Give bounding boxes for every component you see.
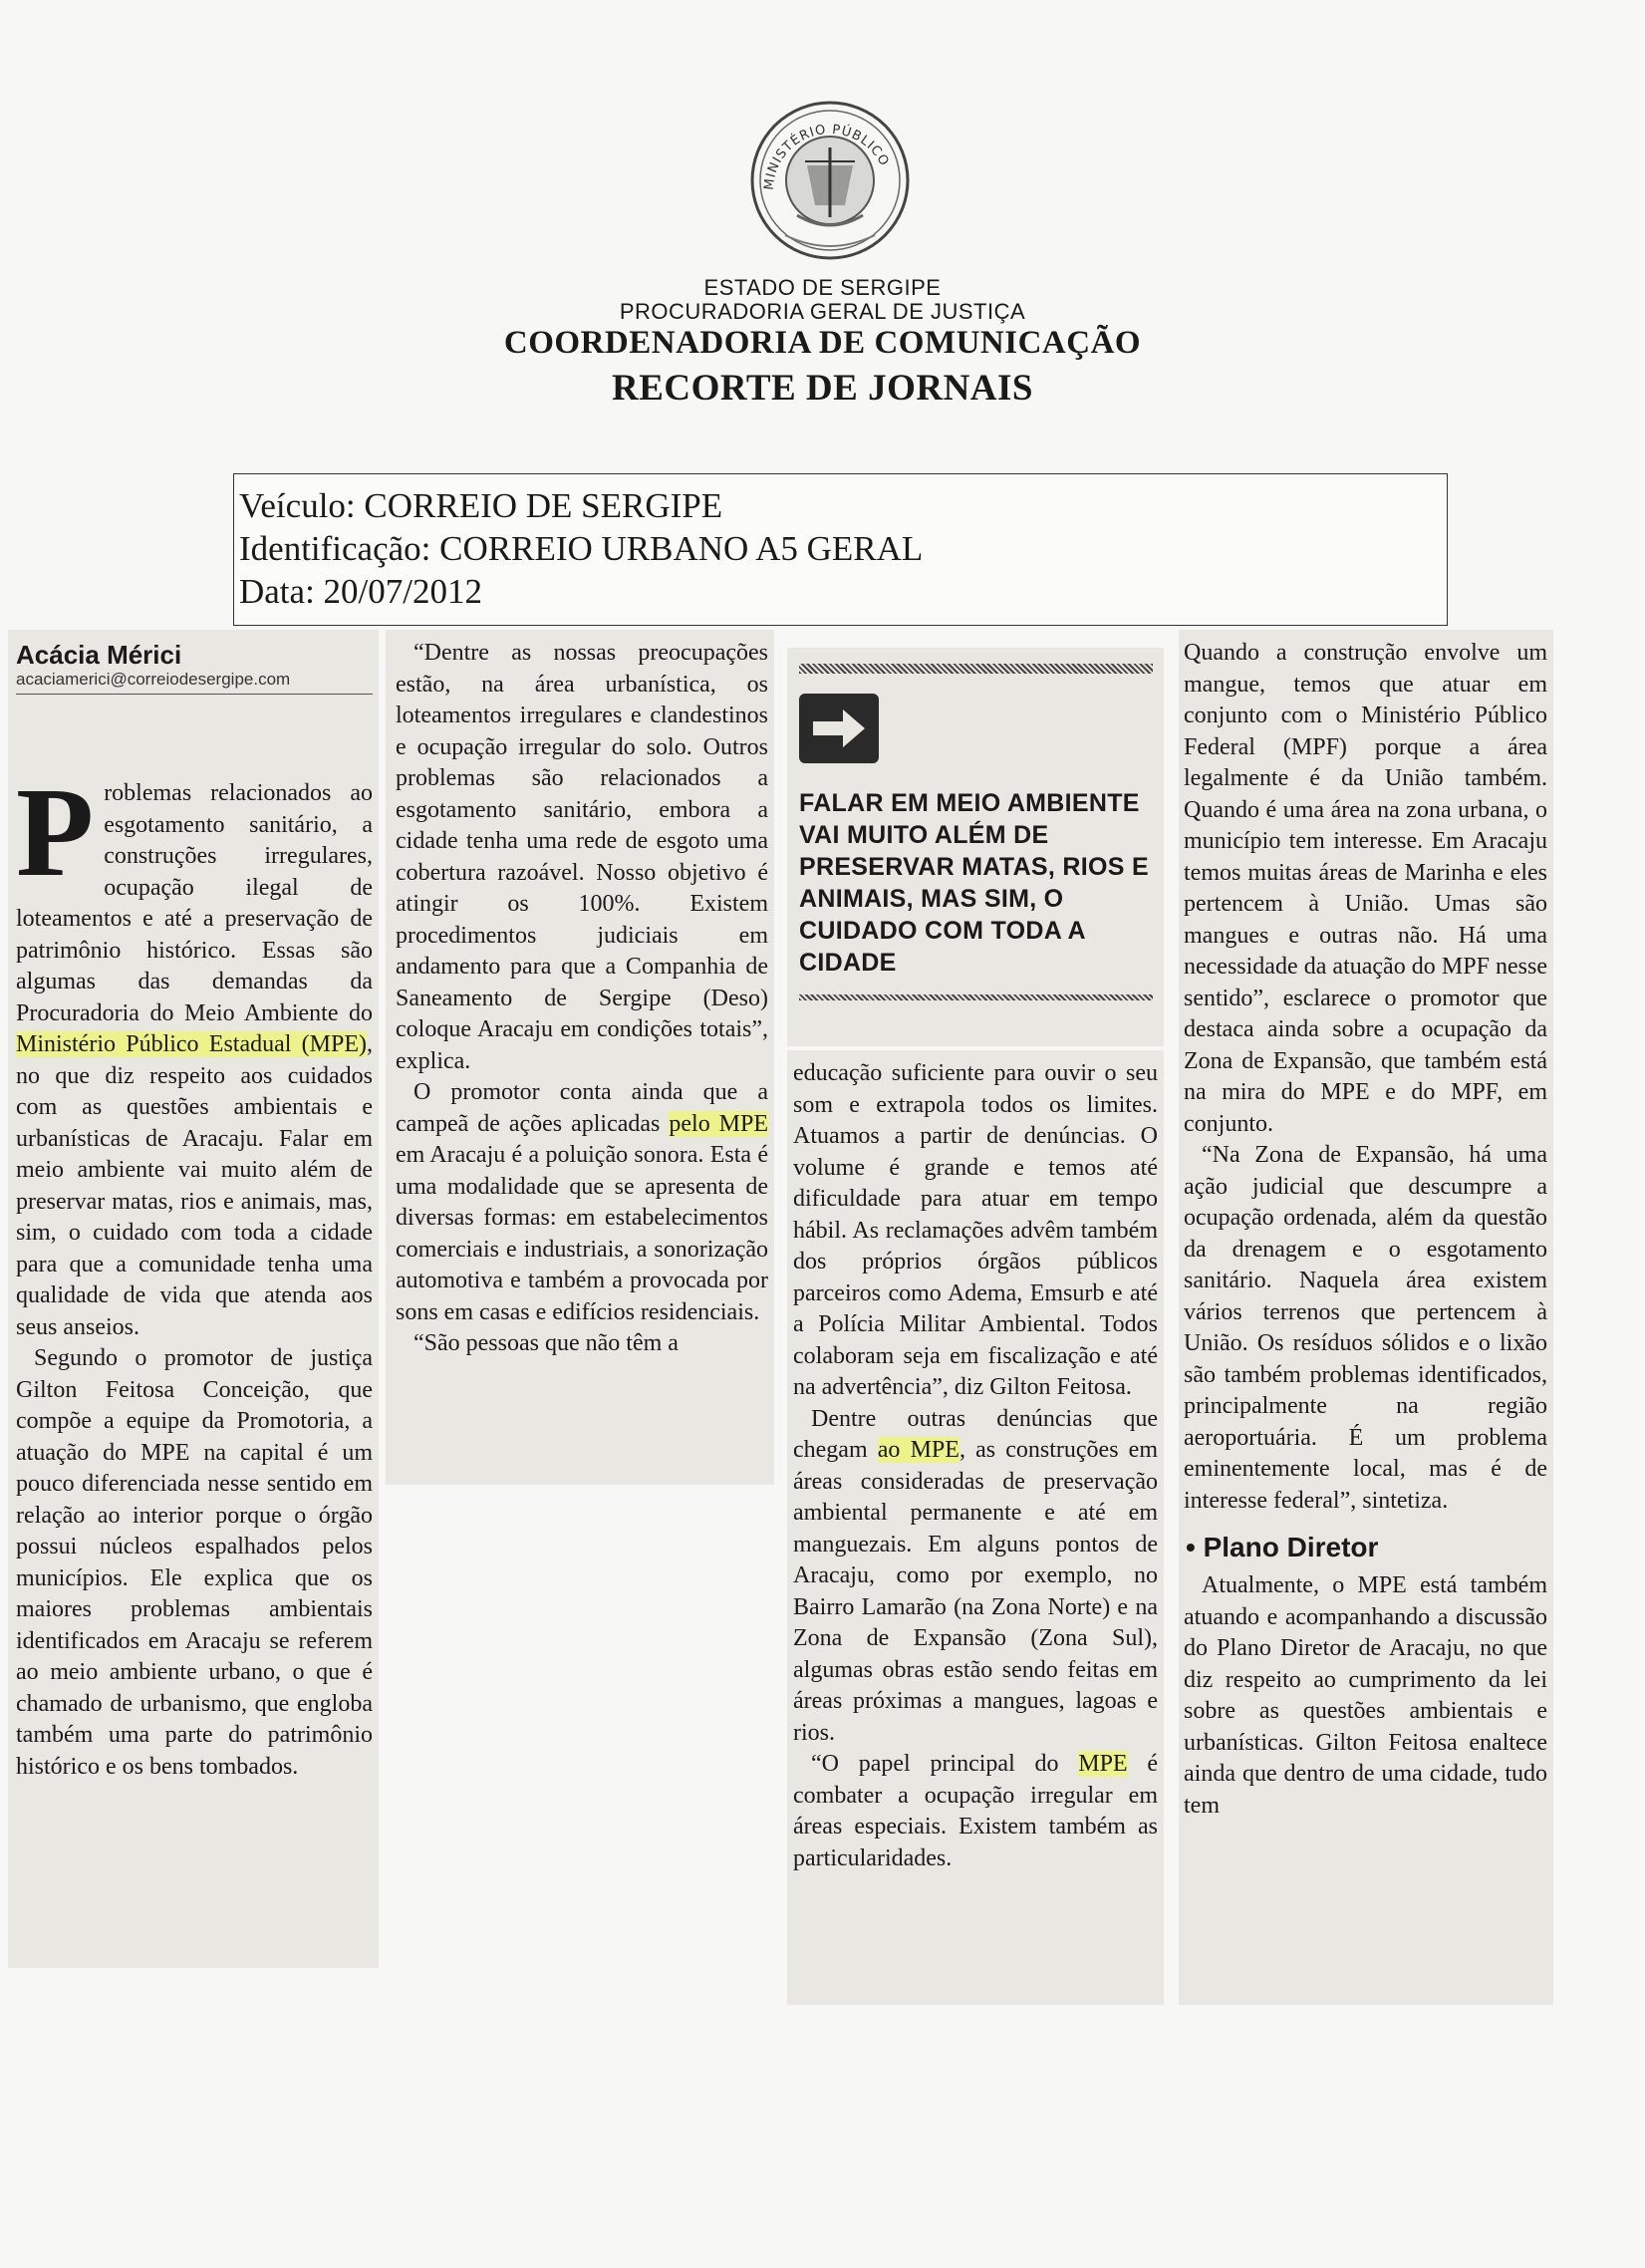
col3-paragraph-1: educação suficiente para ouvir o seu som e extrapola todos os limites. Atuamos a partir de denúncias. O volume é grande e temos até dificuldade para atuar em tempo hábil. As reclamações advêm também dos próprios órgãos públicos parceiros como Adema, Emsurb e até a Polícia Militar Ambiental. Todos colaboram seja em fiscalização e até na advertência”, diz Gilton Feitosa. bbox=[793, 1060, 1158, 1400]
ministerio-publico-seal bbox=[745, 96, 915, 265]
col2-text-b: em Aracaju é a poluição sonora. Esta é uma modalidade que se apresenta de diversas formas: em estabelecimentos comerciais e industriais, a sonorização automotiva e também a provocada por sons em casas e edifícios residenciais. bbox=[396, 1142, 768, 1325]
pull-quote-rule-top bbox=[799, 664, 1153, 674]
col2-paragraph-1: “Dentre as nossas preocupações estão, na área urbanística, os loteamentos irregulares e clandestinos e ocupação irregular do solo. Outros problemas são relacionados a esgotamento sanitário, embora a cidade tenha uma rede de esgoto uma cobertura razoável. Nosso objetivo é atingir os 100%. Existem procedimentos judiciais em andamento para que a Companhia de Saneamento de Sergipe (Deso) coloque Aracaju em condições totais”, explica. bbox=[396, 640, 768, 1074]
clipping-info-box bbox=[233, 473, 1448, 626]
arrow-right-icon bbox=[799, 694, 879, 763]
article-column-4 bbox=[1179, 630, 1553, 2005]
col3-text-c: “O papel principal do bbox=[811, 1751, 1079, 1777]
header-procuradoria: PROCURADORIA GERAL DE JUSTIÇA bbox=[619, 299, 1026, 324]
col1-paragraph-2: Segundo o promotor de justiça Gilton Feitosa Conceição, que compõe a equipe da Promotoria, a atuação do MPE na capital é um pouco diferenciada nesse sentido em relação ao interior porque o órgão possui núcleos espalhados pelos municípios. Ele explica que os maiores problemas ambientais identificados em Aracaju se referem ao meio ambiente urbano, o que é chamado de urbanismo, que engloba também uma parte do patrimônio histórico e os bens tombados. bbox=[16, 1345, 373, 1780]
col4-paragraph-3: Atualmente, o MPE está também atuando e acompanhando a discussão do Plano Diretor de Aracaju, no que diz respeito ao cumprimento da lei sobre as questões ambientais e urbanísticas. Gilton Feitosa enaltece ainda que dentro de uma cidade, tudo tem bbox=[1184, 1572, 1547, 1819]
col3-text-b: , as construções em áreas consideradas de preservação ambiental permanente e até em manguezais. Em alguns pontos de Aracaju, como por exemplo, no Bairro Lamarão (na Zona Norte) e na Zona de Expansão (Zona Sul), algumas obras estão sendo feitas em áreas próximas a mangues, lagoas e rios. bbox=[793, 1437, 1159, 1746]
header-coordenadoria: COORDENADORIA DE COMUNICAÇÃO bbox=[503, 325, 1142, 361]
meta-identificacao: Identificação: CORREIO URBANO A5 GERAL bbox=[239, 529, 924, 568]
subhead-plano-diretor: • Plano Diretor bbox=[1186, 1532, 1379, 1562]
article-column-1 bbox=[8, 630, 379, 1968]
meta-data: Data: 20/07/2012 bbox=[239, 572, 482, 611]
pull-quote-box bbox=[787, 648, 1164, 1046]
col3-paragraph-2 bbox=[793, 1404, 1158, 1750]
col3-text-a: Dentre outras denúncias que chegam bbox=[793, 1405, 1158, 1463]
lead-text-b: , no que diz respeito aos cuidados com as questões ambientais e urbanísticas de Aracaju. Falar em meio ambiente vai muito além de preservar matas, rios e animais, mas, sim, o cuidado com toda a cidade para que a comunidade tenha uma qualidade de vida que atenda aos seus anseios. bbox=[16, 1031, 373, 1340]
article-column-2 bbox=[386, 630, 774, 1485]
seal-text: MINISTÉRIO PÚBLICO bbox=[761, 122, 892, 191]
col2-paragraph-2 bbox=[396, 1077, 768, 1328]
header-state: ESTADO DE SERGIPE bbox=[703, 275, 942, 300]
article-author-email: acaciamerici@correiodesergipe.com bbox=[16, 670, 373, 695]
col4-paragraph-1: Quando a construção envolve um mangue, temos que atuar em conjunto com o Ministério Público Federal (MPF) porque a área legalmente é da União também. Quando é uma área na zona urbana, o município tem interesse. Em Aracaju temos muitas áreas de Marinha e eles pertencem à União. Umas são mangues e outras não. Há uma necessidade da atuação do MPF nesse sentido”, esclarece o promotor que destaca ainda sobre a ocupação da Zona de Expansão, que também está na mira do MPE e do MPF, em conjunto. bbox=[1184, 640, 1547, 1137]
col3-highlight: ao MPE bbox=[877, 1437, 960, 1463]
drop-cap: P bbox=[16, 761, 95, 903]
col4-paragraph-2: “Na Zona de Expansão, há uma ação judicial que descumpre a ocupação ordenada, além da questão da drenagem e o esgotamento sanitário. Naquela área existem vários terrenos que pertencem à União. Os resíduos sólidos e o lixão são também problemas identificados, principalmente na região aeroportuária. É um problema eminentemente local, mas é de interesse federal”, sintetiza. bbox=[1184, 1142, 1547, 1514]
col3-text-block bbox=[787, 1050, 1164, 2005]
col3-text-d: é combater a ocupação irregular em áreas especiais. Existem também as particularidades. bbox=[793, 1751, 1158, 1871]
col2-text-a: O promotor conta ainda que a campeã de ações aplicadas bbox=[396, 1079, 768, 1137]
header-recorte: RECORTE DE JORNAIS bbox=[612, 368, 1033, 409]
article-author: Acácia Mérici bbox=[16, 640, 182, 670]
article-column-3 bbox=[787, 630, 1164, 2005]
lead-text-a: roblemas relacionados ao esgotamento sanitário, a construções irregulares, ocupação ilegal de loteamentos e até a preservação de patrimônio histórico. Essas são algumas das demandas da Procuradoria do Meio Ambiente do bbox=[16, 780, 373, 1026]
pull-quote-text: FALAR EM MEIO AMBIENTE VAI MUITO ALÉM DE PRESERVAR MATAS, RIOS E ANIMAIS, MAS SIM, O CUIDADO COM TODA A CIDADE bbox=[799, 788, 1149, 977]
col2-highlight: pelo MPE bbox=[669, 1110, 769, 1137]
col3-highlight-2: MPE bbox=[1078, 1751, 1128, 1777]
col3-paragraph-3 bbox=[793, 1749, 1158, 1874]
meta-veiculo: Veículo: CORREIO DE SERGIPE bbox=[239, 486, 723, 525]
col2-paragraph-3: “São pessoas que não têm a bbox=[413, 1330, 679, 1356]
lead-highlight: Ministério Público Estadual (MPE) bbox=[16, 1031, 367, 1057]
pull-quote-rule-bottom bbox=[799, 994, 1153, 1000]
